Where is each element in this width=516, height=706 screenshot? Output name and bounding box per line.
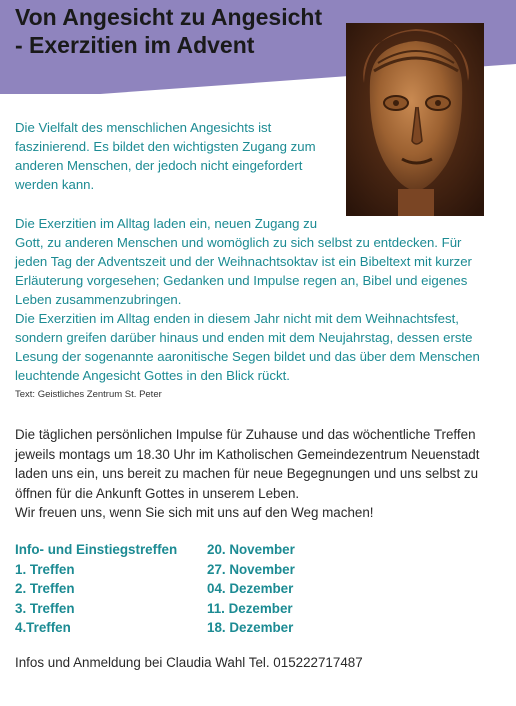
body-paragraph-2: Wir freuen uns, wenn Sie sich mit uns auf den Weg machen!	[15, 505, 374, 520]
intro-paragraph-1: Die Vielfalt des menschlichen Angesichts ist faszinierend. Es bildet den wichtigsten Zugang zum anderen Menschen, der jedoch nicht eingefordert werden kann.	[15, 120, 316, 192]
schedule-row	[15, 560, 295, 580]
schedule-label: 3. Treffen	[15, 600, 75, 616]
schedule-date: 11. Dezember	[207, 600, 293, 616]
intro-paragraph-3: Die Exerzitien im Alltag enden in diesem Jahr nicht mit dem Weihnachtsfest, sondern greifen darüber hinaus und enden mit dem Neujahrstag, dessen erste Lesung der sogenannte aaronitische Segen bildet und das über dem Menschen leuchtende Angesicht Gottes in den Blick rückt.	[15, 311, 480, 383]
schedule-date: 20. November	[207, 542, 295, 557]
body-text	[15, 425, 490, 523]
intro-text	[15, 118, 485, 385]
schedule-row	[15, 579, 295, 599]
schedule-label: 2. Treffen	[15, 581, 75, 596]
intro-paragraph-2-start: Die Exerzitien im Alltag laden ein, neuen Zugang zu	[15, 216, 318, 231]
schedule-label: Info- und Einstiegstreffen	[15, 542, 178, 557]
meeting-schedule	[15, 540, 295, 638]
schedule-label: 1. Treffen	[15, 561, 75, 577]
schedule-label: 4.Treffen	[15, 620, 71, 635]
text-credit: Text: Geistliches Zentrum St. Peter	[15, 389, 162, 400]
title-line-1: Von Angesicht zu Angesicht	[15, 4, 323, 30]
body-paragraph-1: Die täglichen persönlichen Impulse für Zuhause und das wöchentliche Treffen jeweils montags um 18.30 Uhr im Katholischen Gemeindezentrum Neuenstadt laden uns ein, uns bereit zu machen für neue Begegnungen und uns selbst zu öffnen für die Ankunft Gottes in unserem Leben.	[15, 427, 480, 501]
schedule-date: 27. November	[207, 561, 295, 577]
title-line-2: - Exerzitien im Advent	[15, 32, 255, 58]
schedule-row	[15, 618, 295, 638]
contact-info: Infos und Anmeldung bei Claudia Wahl Tel. 015222717487	[15, 655, 363, 670]
schedule-date: 04. Dezember	[207, 581, 294, 596]
intro-paragraph-2: Gott, zu anderen Menschen und womöglich zu sich selbst zu entdecken. Für jeden Tag der Adventszeit und der Weihnachtsoktav ist ein Bibeltext mit kurzer Erläuterung vorgesehen; Gedanken und Impulse regen an, Bibel und eigenes Leben zusammenzubringen.	[15, 235, 472, 307]
schedule-row	[15, 599, 295, 619]
schedule-date: 18. Dezember	[207, 620, 294, 635]
page-title	[15, 3, 322, 59]
schedule-row	[15, 540, 295, 560]
